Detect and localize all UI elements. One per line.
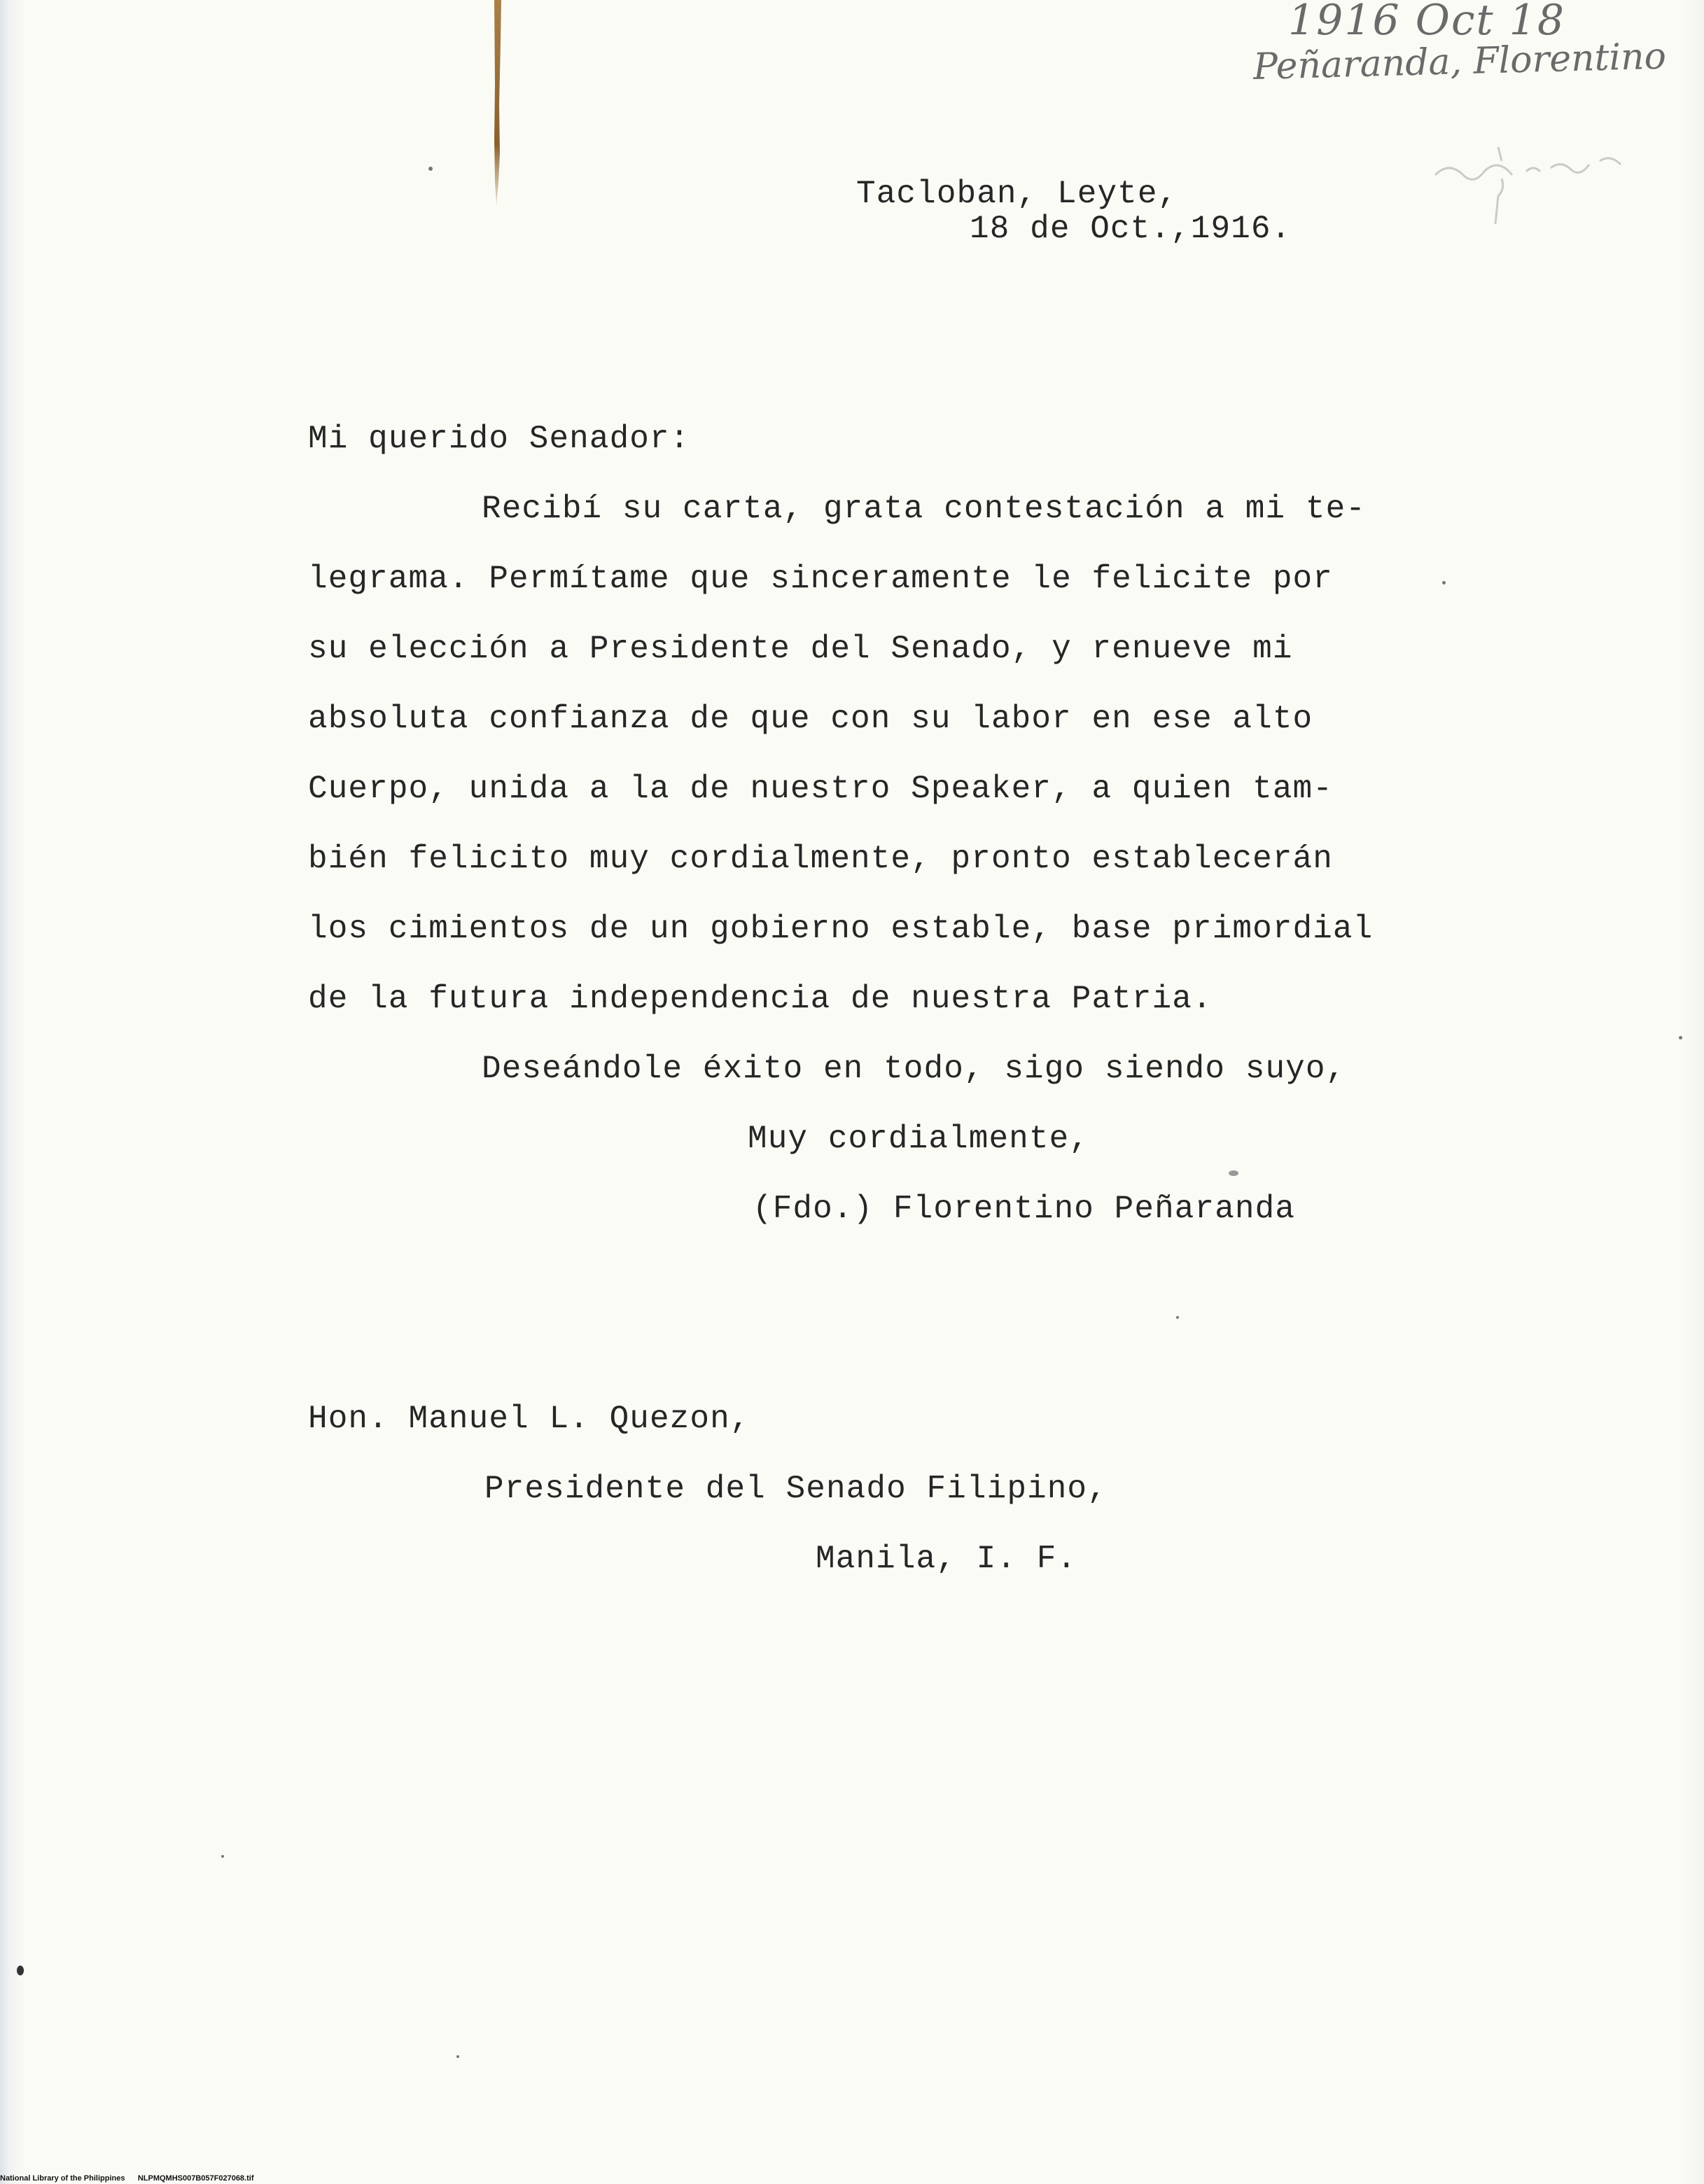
recipient-location: Manila, I. F.: [816, 1541, 1077, 1577]
body-line: absoluta confianza de que con su labor en ese alto: [308, 701, 1313, 737]
signature: (Fdo.) Florentino Peñaranda: [753, 1191, 1296, 1227]
paper-speck: [221, 1855, 224, 1858]
handwritten-name: Peñaranda, Florentino: [1252, 35, 1667, 88]
body-line: su elección a Presidente del Senado, y renueve mi: [308, 631, 1293, 667]
body-line: de la futura independencia de nuestra Patria.: [308, 981, 1213, 1017]
paper-speck: [1229, 1170, 1238, 1176]
paper-speck: [428, 167, 433, 171]
paper-speck: [17, 1966, 24, 1975]
letter-date: 18 de Oct.,1916.: [970, 211, 1292, 247]
handwritten-date: 1916 Oct 18: [1288, 0, 1566, 45]
faint-pencil-scribble: [1428, 133, 1652, 238]
archive-footer: [0, 2174, 254, 2183]
body-line: Cuerpo, unida a la de nuestro Speaker, a quien tam-: [308, 771, 1333, 807]
paper-speck: [456, 2055, 459, 2058]
complimentary-close: Muy cordialmente,: [748, 1121, 1089, 1157]
archive-file-id: NLPMQMHS007B057F027068.tif: [137, 2174, 254, 2183]
recipient-name: Hon. Manuel L. Quezon,: [308, 1401, 750, 1437]
body-line: Recibí su carta, grata contestación a mi te-: [482, 491, 1366, 527]
recipient-title: Presidente del Senado Filipino,: [484, 1471, 1108, 1507]
salutation: Mi querido Senador:: [308, 421, 690, 457]
letter-place: Tacloban, Leyte,: [856, 176, 1178, 212]
body-line: bién felicito muy cordialmente, pronto establecerán: [308, 841, 1333, 877]
rust-stain: [487, 0, 508, 210]
paper-speck: [1176, 1316, 1179, 1319]
paper-speck: [1679, 1036, 1682, 1040]
archive-name: National Library of the Philippines: [0, 2174, 125, 2183]
body-line: legrama. Permítame que sinceramente le felicite por: [308, 561, 1333, 597]
paper-speck: [1442, 581, 1446, 584]
body-line: los cimientos de un gobierno estable, base primordial: [308, 911, 1374, 947]
closing-line: Deseándole éxito en todo, sigo siendo suyo,: [482, 1051, 1346, 1087]
